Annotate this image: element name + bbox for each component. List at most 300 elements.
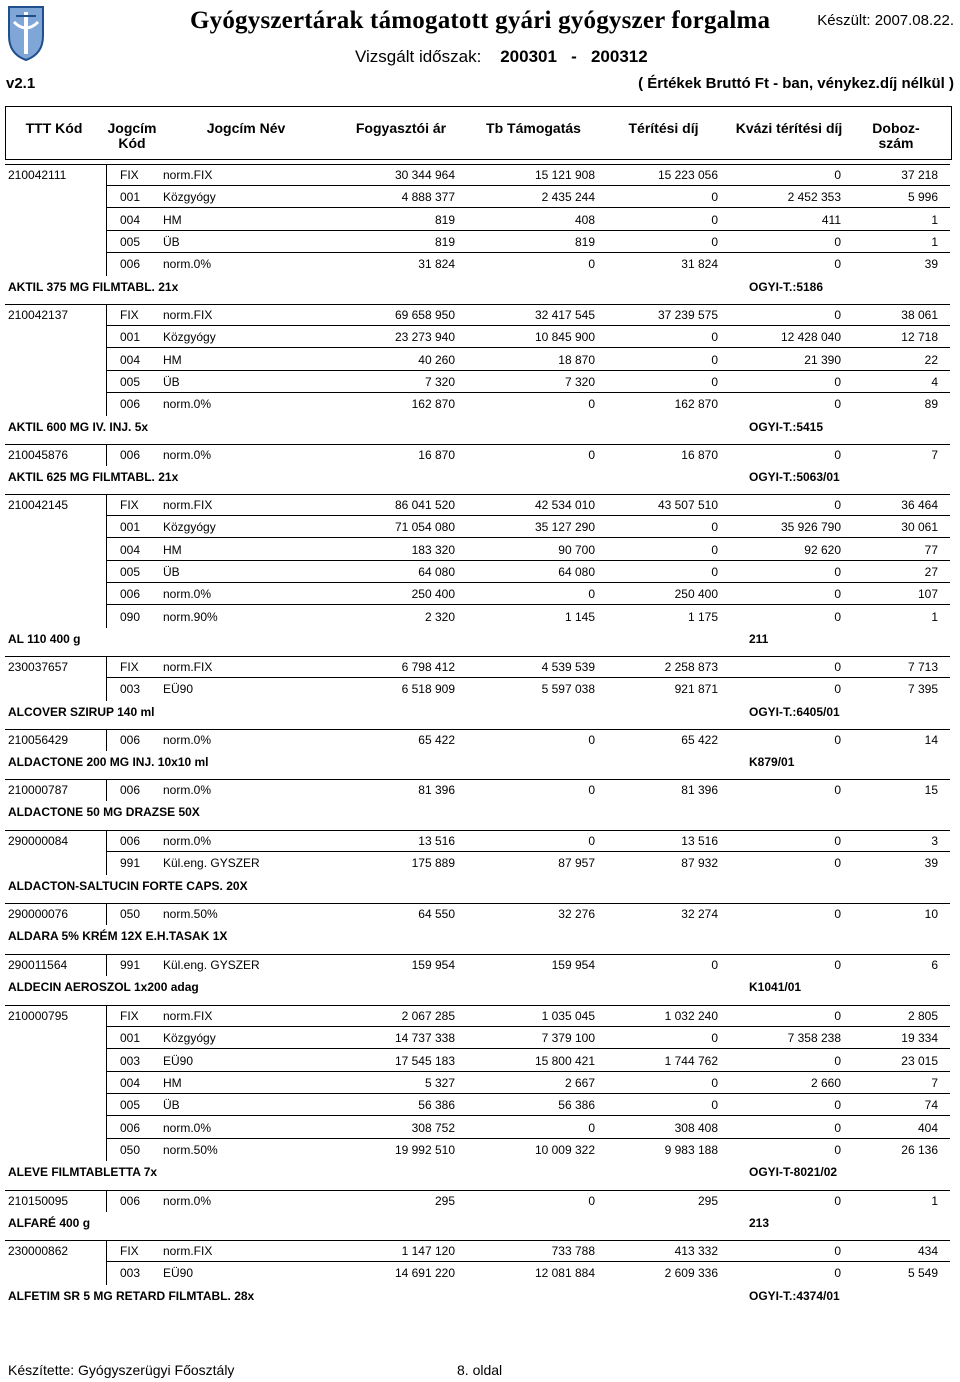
fogyasztoi-ar: 2 067 285 bbox=[401, 1009, 455, 1023]
ogyi-number: OGYI-T.:5415 bbox=[749, 419, 824, 434]
tb-tamogatas: 32 417 545 bbox=[534, 308, 595, 322]
product-line bbox=[8, 1165, 838, 1180]
teritesi-dij: 1 032 240 bbox=[664, 1009, 718, 1023]
tb-tamogatas: 15 121 908 bbox=[534, 168, 595, 182]
ttt-code: 210042145 bbox=[8, 498, 69, 512]
kvazi-teritesi-dij: 7 358 238 bbox=[787, 1031, 841, 1046]
jogcim-code: 991 bbox=[120, 856, 141, 871]
table-row bbox=[0, 903, 960, 925]
product-name: ALDECIN AEROSZOL 1x200 adag bbox=[8, 980, 199, 995]
tb-tamogatas: 10 009 322 bbox=[534, 1142, 595, 1157]
jogcim-code: FIX bbox=[120, 1009, 139, 1023]
jogcim-code: 004 bbox=[120, 1075, 141, 1090]
tb-tamogatas: 87 957 bbox=[558, 856, 595, 871]
jogcim-name: HM bbox=[163, 1075, 182, 1090]
table-row bbox=[0, 1005, 960, 1027]
jogcim-code: 005 bbox=[120, 564, 141, 579]
jogcim-code: 001 bbox=[120, 190, 141, 205]
dobozszam: 36 464 bbox=[901, 498, 938, 512]
dobozszam: 1 bbox=[931, 234, 938, 249]
fogyasztoi-ar: 69 658 950 bbox=[394, 308, 455, 322]
jogcim-name: norm.0% bbox=[163, 783, 212, 797]
tb-tamogatas: 7 320 bbox=[564, 374, 595, 389]
ttt-code: 210042137 bbox=[8, 308, 69, 322]
jogcim-code: 991 bbox=[120, 958, 141, 972]
product-line bbox=[8, 419, 824, 434]
dobozszam: 2 805 bbox=[907, 1009, 938, 1023]
dobozszam: 6 bbox=[931, 958, 938, 972]
dobozszam: 4 bbox=[931, 374, 938, 389]
table-row bbox=[0, 656, 960, 678]
teritesi-dij: 31 824 bbox=[681, 257, 718, 272]
teritesi-dij: 13 516 bbox=[681, 834, 718, 848]
dobozszam: 30 061 bbox=[901, 520, 938, 535]
dobozszam: 7 bbox=[931, 1075, 938, 1090]
jogcim-name: norm.FIX bbox=[163, 168, 213, 182]
fogyasztoi-ar: 7 320 bbox=[424, 374, 455, 389]
product-name: ALFARÉ 400 g bbox=[8, 1216, 91, 1231]
table-row bbox=[0, 1190, 960, 1212]
kvazi-teritesi-dij: 0 bbox=[834, 1194, 841, 1208]
kvazi-teritesi-dij: 92 620 bbox=[804, 542, 841, 557]
dobozszam: 39 bbox=[924, 856, 938, 871]
teritesi-dij: 16 870 bbox=[681, 448, 718, 462]
ttt-code: 210000787 bbox=[8, 783, 69, 797]
tb-tamogatas: 64 080 bbox=[558, 564, 595, 579]
jogcim-name: Közgyógy bbox=[163, 1031, 216, 1046]
table-row bbox=[0, 583, 960, 605]
footer-page: 8. oldal bbox=[457, 1362, 503, 1378]
table-row bbox=[0, 678, 960, 700]
teritesi-dij: 65 422 bbox=[681, 733, 718, 747]
table-row bbox=[0, 253, 960, 275]
kvazi-teritesi-dij: 0 bbox=[834, 448, 841, 462]
jogcim-code: 006 bbox=[120, 1120, 141, 1135]
dobozszam: 7 bbox=[931, 448, 938, 462]
jogcim-name: ÜB bbox=[163, 374, 180, 389]
dobozszam: 27 bbox=[924, 564, 938, 579]
teritesi-dij: 0 bbox=[711, 190, 718, 205]
kvazi-teritesi-dij: 0 bbox=[834, 856, 841, 871]
jogcim-name: norm.FIX bbox=[163, 1009, 213, 1023]
teritesi-dij: 413 332 bbox=[674, 1244, 718, 1258]
teritesi-dij: 0 bbox=[711, 1098, 718, 1113]
ttt-code: 210042111 bbox=[8, 168, 67, 182]
jogcim-name: Kül.eng. GYSZER bbox=[163, 856, 260, 871]
jogcim-code: 006 bbox=[120, 733, 141, 747]
jogcim-name: norm.0% bbox=[163, 587, 212, 602]
tb-tamogatas: 0 bbox=[588, 1120, 595, 1135]
jogcim-name: norm.0% bbox=[163, 733, 212, 747]
product-name: AKTIL 600 MG IV. INJ. 5x bbox=[8, 419, 149, 434]
jogcim-code: 006 bbox=[120, 587, 141, 602]
tb-tamogatas: 15 800 421 bbox=[534, 1053, 595, 1068]
product-line bbox=[8, 929, 227, 943]
table-row bbox=[0, 393, 960, 415]
teritesi-dij: 162 870 bbox=[674, 397, 718, 412]
fogyasztoi-ar: 819 bbox=[434, 212, 455, 227]
table-row bbox=[0, 1117, 960, 1139]
jogcim-code: 005 bbox=[120, 374, 141, 389]
kvazi-teritesi-dij: 0 bbox=[834, 234, 841, 249]
col-ttt: TTT Kód bbox=[25, 120, 83, 136]
table-row bbox=[0, 326, 960, 348]
table-row bbox=[0, 209, 960, 231]
product-name: AKTIL 375 MG FILMTABL. 21x bbox=[8, 279, 179, 294]
kvazi-teritesi-dij: 0 bbox=[834, 733, 841, 747]
fogyasztoi-ar: 6 518 909 bbox=[401, 682, 455, 697]
product-name: ALDACTONE 200 MG INJ. 10x10 ml bbox=[8, 755, 209, 770]
teritesi-dij: 0 bbox=[711, 564, 718, 579]
teritesi-dij: 0 bbox=[711, 330, 718, 345]
jogcim-name: norm.50% bbox=[163, 907, 218, 921]
jogcim-code: 090 bbox=[120, 609, 141, 624]
dobozszam: 7 395 bbox=[907, 682, 938, 697]
footer-author: Készítette: Gyógyszerügyi Főosztály bbox=[8, 1362, 235, 1378]
ttt-code: 290000076 bbox=[8, 907, 69, 921]
jogcim-code: 006 bbox=[120, 397, 141, 412]
table-row bbox=[0, 186, 960, 208]
teritesi-dij: 0 bbox=[711, 374, 718, 389]
jogcim-code: 004 bbox=[120, 352, 141, 367]
ogyi-number: K1041/01 bbox=[749, 980, 802, 995]
kvazi-teritesi-dij: 35 926 790 bbox=[780, 520, 841, 535]
fogyasztoi-ar: 56 386 bbox=[418, 1098, 455, 1113]
kvazi-teritesi-dij: 0 bbox=[834, 374, 841, 389]
fogyasztoi-ar: 175 889 bbox=[411, 856, 455, 871]
fogyasztoi-ar: 14 737 338 bbox=[394, 1031, 455, 1046]
kvazi-teritesi-dij: 0 bbox=[834, 564, 841, 579]
jogcim-name: HM bbox=[163, 352, 182, 367]
fogyasztoi-ar: 81 396 bbox=[418, 783, 455, 797]
product-name: ALDARA 5% KRÉM 12X E.H.TASAK 1X bbox=[8, 929, 228, 944]
fogyasztoi-ar: 30 344 964 bbox=[394, 168, 455, 182]
jogcim-code: 001 bbox=[120, 1031, 141, 1046]
fogyasztoi-ar: 65 422 bbox=[418, 733, 455, 747]
jogcim-name: norm.0% bbox=[163, 397, 212, 412]
ogyi-number: OGYI-T.:4374/01 bbox=[749, 1288, 840, 1303]
teritesi-dij: 32 274 bbox=[681, 907, 718, 921]
tb-tamogatas: 18 870 bbox=[558, 352, 595, 367]
teritesi-dij: 0 bbox=[711, 958, 718, 972]
jogcim-name: Kül.eng. GYSZER bbox=[163, 958, 260, 972]
kvazi-teritesi-dij: 0 bbox=[834, 168, 841, 182]
jogcim-code: FIX bbox=[120, 168, 139, 182]
tb-tamogatas: 0 bbox=[588, 397, 595, 412]
table-row bbox=[0, 1050, 960, 1072]
ttt-code: 210150095 bbox=[8, 1194, 69, 1208]
col-kvazi: Kvázi térítési díj bbox=[735, 120, 843, 136]
table-row bbox=[0, 1262, 960, 1284]
ttt-code: 290011564 bbox=[8, 958, 68, 972]
jogcim-code: 004 bbox=[120, 212, 141, 227]
jogcim-name: norm.90% bbox=[163, 609, 218, 624]
dobozszam: 7 713 bbox=[907, 660, 938, 674]
kvazi-teritesi-dij: 0 bbox=[834, 783, 841, 797]
table-row bbox=[0, 231, 960, 253]
fogyasztoi-ar: 17 545 183 bbox=[394, 1053, 455, 1068]
ttt-code: 210045876 bbox=[8, 448, 69, 462]
fogyasztoi-ar: 14 691 220 bbox=[394, 1266, 455, 1281]
teritesi-dij: 15 223 056 bbox=[657, 168, 718, 182]
fogyasztoi-ar: 295 bbox=[434, 1194, 455, 1208]
fogyasztoi-ar: 86 041 520 bbox=[394, 498, 455, 512]
jogcim-name: Közgyógy bbox=[163, 330, 216, 345]
fogyasztoi-ar: 40 260 bbox=[418, 352, 455, 367]
ttt-code: 290000084 bbox=[8, 834, 69, 848]
dobozszam: 5 549 bbox=[907, 1266, 938, 1281]
teritesi-dij: 250 400 bbox=[674, 587, 718, 602]
kvazi-teritesi-dij: 0 bbox=[834, 498, 841, 512]
jogcim-code: 001 bbox=[120, 520, 141, 535]
jogcim-code: 006 bbox=[120, 1194, 141, 1208]
tb-tamogatas: 0 bbox=[588, 783, 595, 797]
ministry-logo-icon bbox=[6, 4, 46, 62]
ogyi-number: OGYI-T.:5063/01 bbox=[749, 470, 840, 485]
teritesi-dij: 0 bbox=[711, 1075, 718, 1090]
teritesi-dij: 0 bbox=[711, 520, 718, 535]
jogcim-name: EÜ90 bbox=[163, 1266, 194, 1281]
product-line bbox=[8, 879, 248, 893]
dobozszam: 39 bbox=[924, 257, 938, 272]
teritesi-dij: 921 871 bbox=[674, 682, 718, 697]
tb-tamogatas: 0 bbox=[588, 448, 595, 462]
product-line bbox=[8, 805, 200, 819]
jogcim-name: norm.FIX bbox=[163, 1244, 213, 1258]
jogcim-code: 004 bbox=[120, 542, 141, 557]
jogcim-code: 050 bbox=[120, 907, 141, 921]
table-row bbox=[0, 830, 960, 852]
fogyasztoi-ar: 819 bbox=[434, 234, 455, 249]
period-to: 200312 bbox=[590, 47, 648, 66]
product-line bbox=[8, 704, 840, 719]
period-sep: - bbox=[571, 47, 577, 66]
kvazi-teritesi-dij: 2 452 353 bbox=[787, 190, 841, 205]
kvazi-teritesi-dij: 12 428 040 bbox=[780, 330, 841, 345]
kvazi-teritesi-dij: 0 bbox=[834, 1244, 841, 1258]
ttt-code: 230037657 bbox=[8, 660, 69, 674]
table-row bbox=[0, 1240, 960, 1262]
kvazi-teritesi-dij: 0 bbox=[834, 1053, 841, 1068]
jogcim-name: ÜB bbox=[163, 234, 180, 249]
kvazi-teritesi-dij: 0 bbox=[834, 397, 841, 412]
product-name: ALFETIM SR 5 MG RETARD FILMTABL. 28x bbox=[8, 1288, 255, 1303]
tb-tamogatas: 0 bbox=[588, 1194, 595, 1208]
tb-tamogatas: 12 081 884 bbox=[534, 1266, 595, 1281]
jogcim-code: 003 bbox=[120, 1053, 141, 1068]
product-line bbox=[8, 755, 795, 770]
dobozszam: 107 bbox=[917, 587, 938, 602]
product-name: ALCOVER SZIRUP 140 ml bbox=[8, 704, 155, 719]
product-line bbox=[8, 980, 802, 995]
teritesi-dij: 0 bbox=[711, 352, 718, 367]
ogyi-number: OGYI-T-8021/02 bbox=[749, 1165, 838, 1180]
ttt-code: 210056429 bbox=[8, 733, 69, 747]
tb-tamogatas: 733 788 bbox=[551, 1244, 595, 1258]
kvazi-teritesi-dij: 0 bbox=[834, 1098, 841, 1113]
fogyasztoi-ar: 250 400 bbox=[411, 587, 455, 602]
jogcim-name: HM bbox=[163, 212, 182, 227]
fogyasztoi-ar: 71 054 080 bbox=[394, 520, 455, 535]
kvazi-teritesi-dij: 0 bbox=[834, 660, 841, 674]
kvazi-teritesi-dij: 0 bbox=[834, 958, 841, 972]
dobozszam: 22 bbox=[924, 352, 938, 367]
teritesi-dij: 43 507 510 bbox=[657, 498, 718, 512]
jogcim-code: 006 bbox=[120, 448, 141, 462]
fogyasztoi-ar: 64 550 bbox=[418, 907, 455, 921]
dobozszam: 3 bbox=[931, 834, 938, 848]
table-header bbox=[5, 106, 952, 160]
tb-tamogatas: 0 bbox=[588, 733, 595, 747]
table-row bbox=[0, 304, 960, 326]
ogyi-number: 211 bbox=[749, 631, 769, 646]
dobozszam: 89 bbox=[924, 397, 938, 412]
jogcim-code: FIX bbox=[120, 1244, 139, 1258]
ogyi-number: K879/01 bbox=[749, 755, 795, 770]
teritesi-dij: 295 bbox=[697, 1194, 718, 1208]
dobozszam: 434 bbox=[917, 1244, 938, 1258]
product-line bbox=[8, 1216, 770, 1231]
kvazi-teritesi-dij: 411 bbox=[821, 212, 841, 227]
kvazi-teritesi-dij: 0 bbox=[834, 587, 841, 602]
ttt-code: 230000862 bbox=[8, 1244, 69, 1258]
report-title: Gyógyszertárak támogatott gyári gyógyszer forgalma bbox=[190, 7, 771, 34]
jogcim-code: 006 bbox=[120, 783, 141, 797]
jogcim-code: 003 bbox=[120, 1266, 141, 1281]
tb-tamogatas: 4 539 539 bbox=[541, 660, 595, 674]
table-row bbox=[0, 494, 960, 516]
col-jogcim-nev: Jogcím Név bbox=[206, 120, 286, 136]
kvazi-teritesi-dij: 0 bbox=[834, 1009, 841, 1023]
teritesi-dij: 0 bbox=[711, 542, 718, 557]
dobozszam: 15 bbox=[924, 783, 938, 797]
col-jogcim: Jogcím Kód bbox=[107, 120, 157, 151]
tb-tamogatas: 10 845 900 bbox=[534, 330, 595, 345]
table-row bbox=[0, 779, 960, 801]
teritesi-dij: 1 744 762 bbox=[664, 1053, 718, 1068]
fogyasztoi-ar: 1 147 120 bbox=[401, 1244, 455, 1258]
dobozszam: 23 015 bbox=[901, 1053, 938, 1068]
teritesi-dij: 0 bbox=[711, 212, 718, 227]
kvazi-teritesi-dij: 0 bbox=[834, 1120, 841, 1135]
jogcim-name: ÜB bbox=[163, 1098, 180, 1113]
table-row bbox=[0, 371, 960, 393]
jogcim-name: ÜB bbox=[163, 564, 180, 579]
dobozszam: 1 bbox=[931, 1194, 938, 1208]
dobozszam: 5 996 bbox=[907, 190, 938, 205]
teritesi-dij: 9 983 188 bbox=[664, 1142, 718, 1157]
kvazi-teritesi-dij: 0 bbox=[834, 308, 841, 322]
kvazi-teritesi-dij: 0 bbox=[834, 1142, 841, 1157]
fogyasztoi-ar: 6 798 412 bbox=[401, 660, 455, 674]
kvazi-teritesi-dij: 0 bbox=[834, 834, 841, 848]
dobozszam: 404 bbox=[917, 1120, 938, 1135]
teritesi-dij: 1 175 bbox=[687, 609, 718, 624]
jogcim-name: EÜ90 bbox=[163, 682, 194, 697]
dobozszam: 38 061 bbox=[901, 308, 938, 322]
jogcim-name: EÜ90 bbox=[163, 1053, 194, 1068]
product-line bbox=[8, 470, 840, 485]
fogyasztoi-ar: 23 273 940 bbox=[394, 330, 455, 345]
tb-tamogatas: 35 127 290 bbox=[534, 520, 595, 535]
tb-tamogatas: 2 667 bbox=[564, 1075, 595, 1090]
jogcim-code: 005 bbox=[120, 1098, 141, 1113]
jogcim-name: norm.0% bbox=[163, 1194, 212, 1208]
teritesi-dij: 0 bbox=[711, 234, 718, 249]
kvazi-teritesi-dij: 2 660 bbox=[810, 1075, 841, 1090]
table-row bbox=[0, 1094, 960, 1116]
table-row bbox=[0, 444, 960, 466]
fogyasztoi-ar: 2 320 bbox=[424, 609, 455, 624]
jogcim-name: norm.0% bbox=[163, 257, 212, 272]
tb-tamogatas: 0 bbox=[588, 834, 595, 848]
jogcim-code: 006 bbox=[120, 834, 141, 848]
dobozszam: 14 bbox=[924, 733, 938, 747]
jogcim-name: Közgyógy bbox=[163, 520, 216, 535]
period bbox=[355, 47, 648, 67]
jogcim-name: norm.0% bbox=[163, 834, 212, 848]
kvazi-teritesi-dij: 0 bbox=[834, 682, 841, 697]
ogyi-number: OGYI-T.:6405/01 bbox=[749, 704, 840, 719]
period-label: Vizsgált időszak: bbox=[355, 47, 482, 66]
jogcim-name: norm.50% bbox=[163, 1142, 218, 1157]
dobozszam: 26 136 bbox=[901, 1142, 938, 1157]
product-name: ALDACTONE 50 MG DRAZSE 50X bbox=[8, 805, 200, 820]
jogcim-name: norm.0% bbox=[163, 1120, 212, 1135]
product-name: ALEVE FILMTABLETTA 7x bbox=[8, 1165, 158, 1180]
tb-tamogatas: 42 534 010 bbox=[534, 498, 595, 512]
product-name: ALDACTON-SALTUCIN FORTE CAPS. 20X bbox=[8, 878, 248, 893]
col-teritesi: Térítési díj bbox=[628, 120, 699, 136]
version: v2.1 bbox=[6, 75, 36, 92]
jogcim-code: 006 bbox=[120, 257, 141, 272]
col-tb: Tb Támogatás bbox=[486, 120, 581, 136]
dobozszam: 1 bbox=[931, 212, 938, 227]
created-date: Készült: 2007.08.22. bbox=[817, 12, 954, 29]
dobozszam: 77 bbox=[924, 542, 938, 557]
product-name: AKTIL 625 MG FILMTABL. 21x bbox=[8, 470, 179, 485]
fogyasztoi-ar: 308 752 bbox=[411, 1120, 455, 1135]
tb-tamogatas: 0 bbox=[588, 587, 595, 602]
teritesi-dij: 0 bbox=[711, 1031, 718, 1046]
tb-tamogatas: 1 145 bbox=[564, 609, 595, 624]
tb-tamogatas: 5 597 038 bbox=[541, 682, 595, 697]
jogcim-code: 050 bbox=[120, 1142, 141, 1157]
dobozszam: 37 218 bbox=[901, 168, 938, 182]
fogyasztoi-ar: 31 824 bbox=[418, 257, 455, 272]
kvazi-teritesi-dij: 0 bbox=[834, 907, 841, 921]
table-row bbox=[0, 539, 960, 561]
tb-tamogatas: 7 379 100 bbox=[541, 1031, 595, 1046]
tb-tamogatas: 0 bbox=[588, 257, 595, 272]
dobozszam: 12 718 bbox=[901, 330, 938, 345]
fogyasztoi-ar: 5 327 bbox=[424, 1075, 455, 1090]
dobozszam: 1 bbox=[931, 609, 938, 624]
ttt-code: 210000795 bbox=[8, 1009, 69, 1023]
table-row bbox=[0, 1139, 960, 1161]
tb-tamogatas: 1 035 045 bbox=[541, 1009, 595, 1023]
jogcim-name: norm.FIX bbox=[163, 308, 213, 322]
jogcim-name: HM bbox=[163, 542, 182, 557]
kvazi-teritesi-dij: 0 bbox=[834, 1266, 841, 1281]
jogcim-code: 001 bbox=[120, 330, 141, 345]
fogyasztoi-ar: 13 516 bbox=[418, 834, 455, 848]
kvazi-teritesi-dij: 0 bbox=[834, 609, 841, 624]
fogyasztoi-ar: 162 870 bbox=[411, 397, 455, 412]
fogyasztoi-ar: 4 888 377 bbox=[401, 190, 455, 205]
period-from: 200301 bbox=[500, 47, 557, 66]
kvazi-teritesi-dij: 0 bbox=[834, 257, 841, 272]
